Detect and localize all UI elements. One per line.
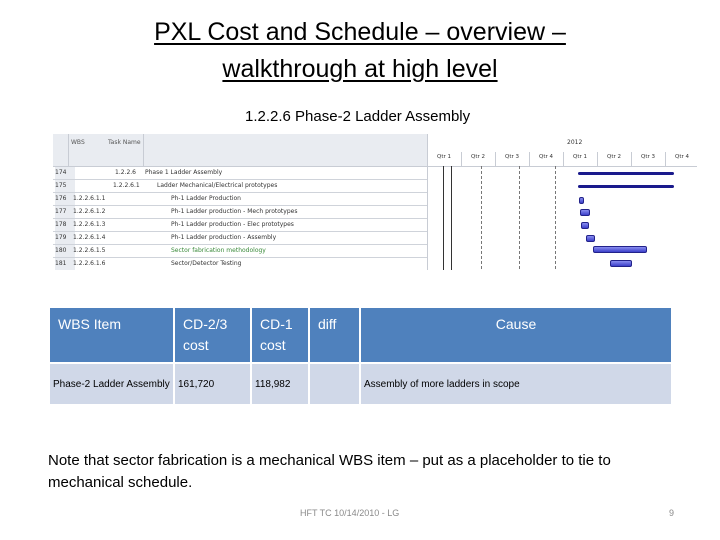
gantt-header-wbs: WBS [71,139,85,146]
slide-title [60,14,660,88]
gantt-row: 178 1.2.2.6.1.3 Ph-1 Ladder production - Elec prototypes [53,219,427,232]
cell-cd23-cost: 161,720 [175,364,250,404]
page-number: 9 [669,508,675,518]
gantt-task-bar [579,197,584,204]
slide-footer: HFT TC 10/14/2010 - LG [300,508,400,518]
cell-diff [310,364,359,404]
gantt-marker-line [555,166,556,270]
gantt-row: 177 1.2.2.6.1.2 Ph-1 Ladder production - Mech prototypes [53,206,427,219]
gantt-marker-line [451,166,452,270]
slide-subtitle: 1.2.2.6 Phase-2 Ladder Assembly [245,108,471,125]
gantt-timeline-header [427,134,697,167]
gantt-task-bar [581,222,589,229]
gantt-row: 176 1.2.2.6.1.1 Ph-1 Ladder Production [53,193,427,206]
gantt-row: 175 1.2.2.6.1 Ladder Mechanical/Electrical prototypes [53,180,427,193]
gantt-row: 174 1.2.2.6 Phase 1 Ladder Assembly [53,167,427,180]
gantt-left-header [53,134,427,167]
gantt-task-bar [610,260,632,267]
header-diff: diff [310,308,359,362]
gantt-summary-bar [578,172,674,175]
gantt-task-bar [593,246,647,253]
slide-note: Note that sector fabrication is a mechanical WBS item – put as a placeholder to tie to mechanical schedule. [48,452,611,491]
cell-cause: Assembly of more ladders in scope [361,364,671,404]
header-cd23-cost: CD-2/3 cost [175,308,250,362]
gantt-screenshot: WBS Task Name 2012 174 1.2.2.6 Phase 1 Ladder Assembly 175 1.2.2.6.1 Ladder Mechanical/Electrical prototypes 176 1.2.2.6.1.1 Ph-1 Ladder Production 177 1.2.2.6.1.2 Ph-1 Ladder production - Mech prototypes 178 1.2.2.6.1.3 Ph-1 Ladder production - Elec prototypes 179 1.2.2.6.1.4 Ph-1 Ladder production - Assembly 180 1.2.2.6.1.5 Sector fabrication methodology 181 1.2.2.6.1.6 Sector/Detector Testing Qtr 1 Qtr 2 Qtr 3 Qtr 4 Qtr 1 Qtr 2 Qtr 3 Qtr 4 [53,134,697,270]
gantt-marker-line [481,166,482,270]
gantt-summary-bar [578,185,674,188]
table-row [50,364,671,404]
header-cause: Cause [361,308,671,362]
header-wbs-item: WBS Item [50,308,173,362]
gantt-task-bar [580,209,590,216]
cost-table-header-row [50,308,671,362]
gantt-row: 180 1.2.2.6.1.5 Sector fabrication methodology [53,245,427,258]
gantt-row: 181 1.2.2.6.1.6 Sector/Detector Testing [53,258,427,270]
gantt-marker-line [519,166,520,270]
gantt-header-task-name: Task Name [108,139,141,146]
gantt-year-label: 2012 [567,139,583,146]
cell-wbs-item: Phase-2 Ladder Assembly [50,364,173,404]
slide-title-line-2: walkthrough at high level [222,55,498,83]
cost-table [48,306,673,406]
header-cd1-cost: CD-1 cost [252,308,308,362]
slide-title-line-1: PXL Cost and Schedule – overview – [154,18,566,46]
cell-cd1-cost: 118,982 [252,364,308,404]
gantt-marker-line [443,166,444,270]
gantt-row: 179 1.2.2.6.1.4 Ph-1 Ladder production - Assembly [53,232,427,245]
gantt-task-bar [586,235,595,242]
